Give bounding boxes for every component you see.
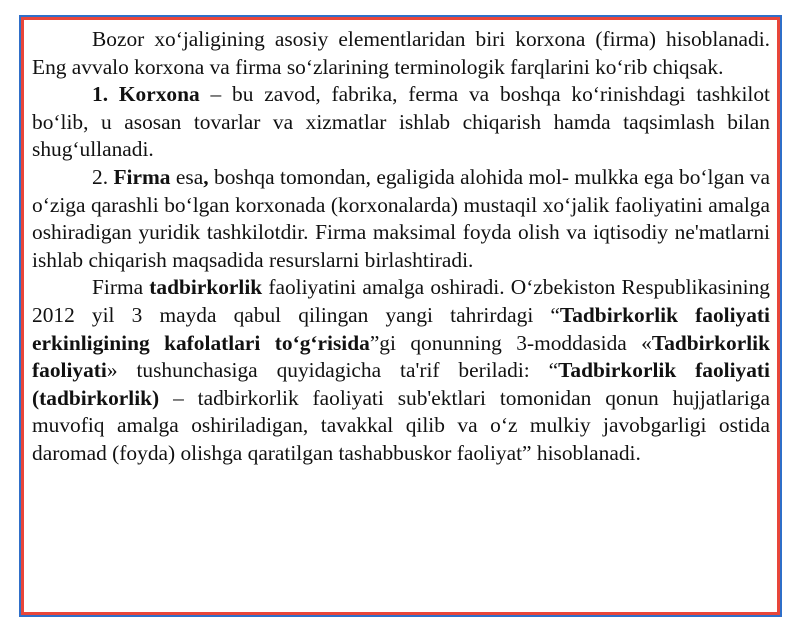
tadb-term: tadbirkorlik	[149, 275, 263, 300]
tadb-text-5: – tadbirkorlik faoliyati sub'ektlari tomonidan qonun hujjatlariga muvofiq amalga oshiriladigan, tavakkal qilib va o‘z mulkiy javobgarligi ostida daromad (foyda) olishga qaratilgan tashabbuskor faoliyat” hisoblanadi.	[32, 385, 770, 465]
tadb-text-2: faoliyatini amalga oshiradi. O‘zbekiston Respublikasining 2012 yil 3 mayda qabul qilingan yangi tahrirdagi “	[32, 275, 770, 327]
tadb-text-1: Firma	[92, 275, 150, 300]
concept-term: Tadbirkorlik faoliyati	[32, 330, 770, 383]
firma-comma: ,	[203, 164, 209, 189]
law-title: Tadbirkorlik faoliyati erkinligining kafolatlari to‘g‘risida	[32, 302, 770, 355]
paragraph-korxona	[32, 81, 770, 164]
definition-term: Tadbirkorlik faoliyati (tadbirkorlik)	[32, 358, 770, 410]
korxona-term: 1. Korxona	[92, 82, 200, 107]
korxona-definition: – bu zavod, fabrika, ferma va boshqa ko‘rinishdagi tashkilot bo‘lib, u asosan tovarlar va xizmatlar ishlab chiqarish hamda taqsimlash bilan shug‘ullanadi.	[32, 82, 770, 162]
firma-esa: esa	[170, 164, 204, 189]
paragraph-intro	[32, 26, 770, 81]
intro-text: Bozor xo‘jaligining asosiy elementlaridan biri korxona (firma) hisoblanadi. Eng avvalo korxona va firma so‘zlarining terminologik farqlarini ko‘rib chiqsak.	[32, 27, 770, 79]
firma-term: Firma	[113, 164, 171, 189]
tadb-text-3: ”gi qonunning 3-moddasida «	[369, 330, 652, 355]
paragraph-tadbirkorlik	[32, 274, 770, 467]
paragraph-firma	[32, 164, 770, 274]
text-body	[32, 26, 770, 468]
tadb-text-4: » tushunchasiga quyidagicha ta'rif beriladi: “	[106, 358, 559, 383]
firma-number: 2.	[92, 164, 114, 189]
firma-definition: boshqa tomondan, egaligida alohida mol- mulkka ega bo‘lgan va o‘ziga qarashli bo‘lgan korxonada (korxonalarda) mustaqil xo‘jalik faoliyatini amalga oshiradigan yuridik tashkilotdir. Firma maksimal foyda olish va iqtisodiy ne'matlarni ishlab chiqarish maqsadida resurslarni birlashtiradi.	[32, 164, 770, 272]
